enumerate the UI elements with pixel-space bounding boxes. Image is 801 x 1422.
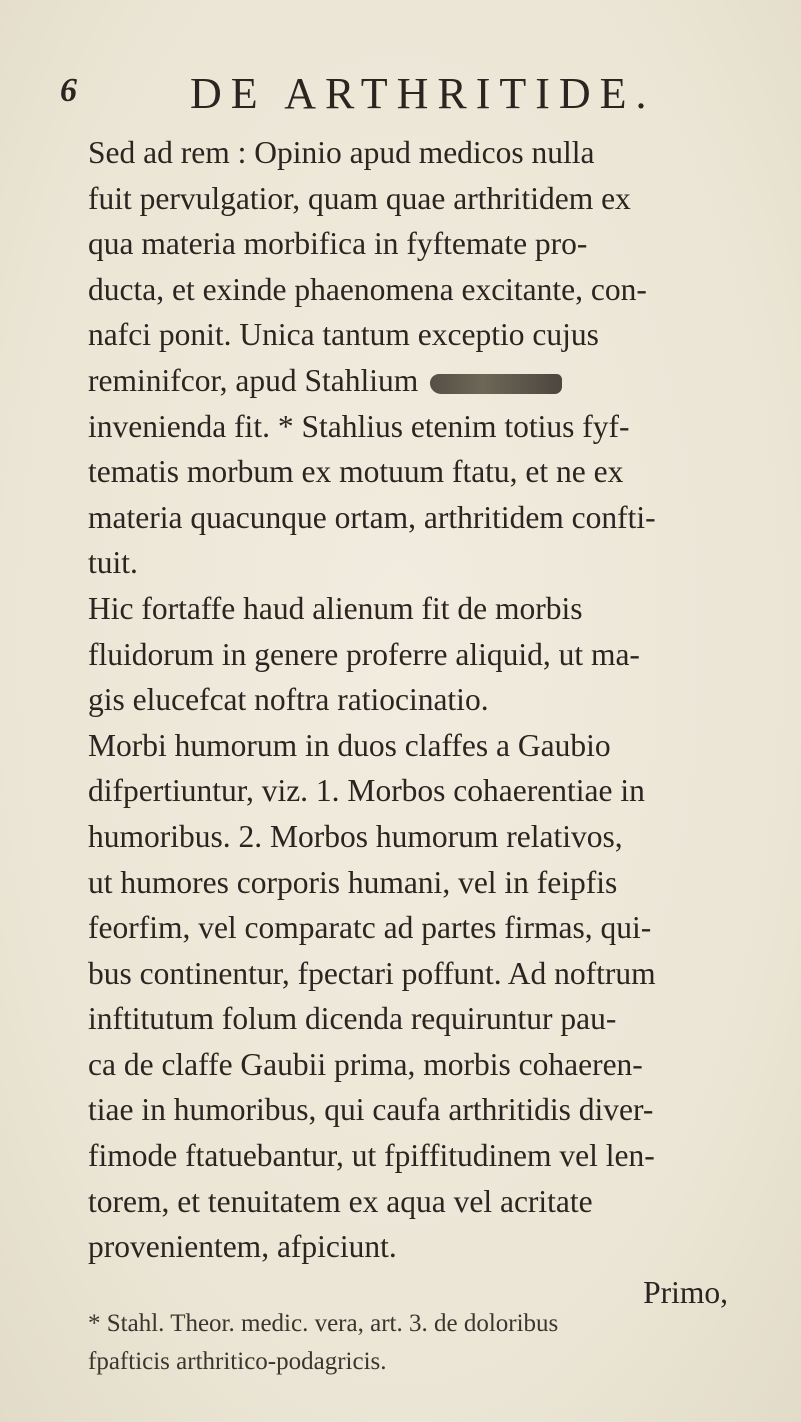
text-line: feorfim, vel comparatc ad partes firmas, qui- <box>88 910 652 946</box>
text-line: torem, et tenuitatem ex aqua vel acritate <box>88 1183 593 1219</box>
text-line: Morbi humorum in duos claffes a Gaubio <box>88 727 611 763</box>
main-text <box>88 130 738 1315</box>
text-line-with-blot <box>88 358 738 404</box>
catchword: Primo, <box>643 1274 728 1310</box>
text-line: Sed ad rem : Opinio apud medicos nulla <box>88 135 595 170</box>
page-header <box>60 68 760 116</box>
running-title: DE ARTHRITIDE. <box>190 69 656 118</box>
text-line: ca de claffe Gaubii prima, morbis cohaeren- <box>88 1046 643 1082</box>
page-number: 6 <box>60 72 77 109</box>
text-line: fuit pervulgatior, quam quae arthritidem ex <box>88 180 631 216</box>
footnote <box>88 1305 748 1381</box>
text-line: ut humores corporis humani, vel in feipfis <box>88 864 618 900</box>
text-line: tiae in humoribus, qui caufa arthritidis diver- <box>88 1092 654 1128</box>
text-line: bus continentur, fpectari poffunt. Ad noftrum <box>88 955 656 991</box>
ink-blot <box>430 374 562 394</box>
text-line: nafci ponit. Unica tantum exceptio cujus <box>88 317 599 353</box>
text-line: fimode ftatuebantur, ut fpiffitudinem vel len- <box>88 1138 655 1174</box>
text-line: materia quacunque ortam, arthritidem confti- <box>88 499 656 535</box>
text-line: qua materia morbifica in fyftemate pro- <box>88 226 588 262</box>
text-line: difpertiuntur, viz. 1. Morbos cohaerentiae in <box>88 773 645 809</box>
text-line: inftitutum folum dicenda requiruntur pau- <box>88 1001 617 1037</box>
text-line: tematis morbum ex motuum ftatu, et ne ex <box>88 454 624 490</box>
text-line: tuit. <box>88 545 138 581</box>
text-line: fluidorum in genere proferre aliquid, ut ma- <box>88 636 640 672</box>
footnote-line: fpafticis arthritico-podagricis. <box>88 1348 387 1375</box>
footnote-line: * Stahl. Theor. medic. vera, art. 3. de doloribus <box>88 1310 559 1337</box>
text-line: reminifcor, apud Stahlium <box>88 362 419 398</box>
text-line: ducta, et exinde phaenomena excitante, con- <box>88 271 647 307</box>
text-line: Hic fortaffe haud alienum fit de morbis <box>88 590 583 626</box>
text-line: invenienda fit. * Stahlius etenim totius fyf- <box>88 408 630 444</box>
text-line: gis elucefcat noftra ratiocinatio. <box>88 682 489 718</box>
text-line: provenientem, afpiciunt. <box>88 1229 397 1265</box>
text-line: humoribus. 2. Morbos humorum relativos, <box>88 818 623 854</box>
